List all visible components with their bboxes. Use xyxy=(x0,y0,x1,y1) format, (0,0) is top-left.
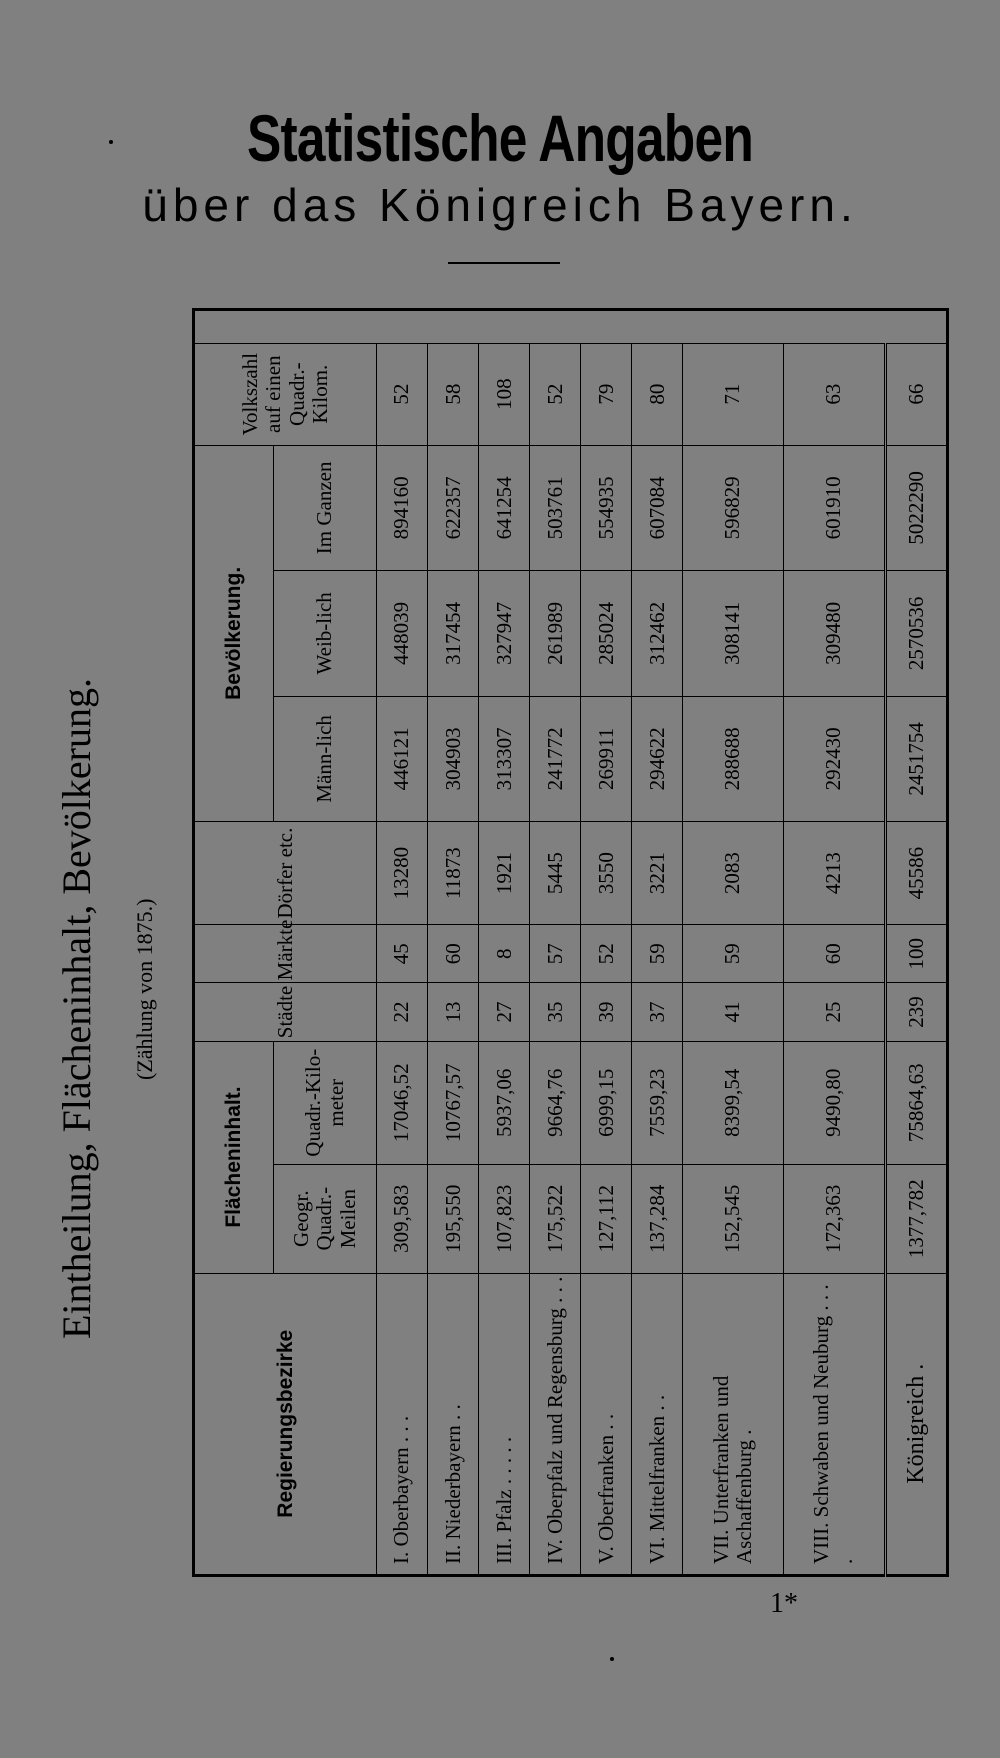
cell-miles: 172,363 xyxy=(783,1164,885,1273)
cell-km: 8399,54 xyxy=(683,1041,783,1164)
header-density: Volkszahl auf einen Quadr.-Kilom. xyxy=(194,343,377,445)
cell-km: 17046,52 xyxy=(377,1041,428,1164)
row-number: VII. xyxy=(708,1529,733,1564)
table-total-row xyxy=(885,310,947,1576)
total-name: Königreich . xyxy=(885,1273,947,1575)
cell-villages: 4213 xyxy=(783,822,885,925)
cell-villages: 1921 xyxy=(479,822,530,925)
header-markets: Märkte xyxy=(194,925,377,983)
cell-villages: 3221 xyxy=(632,822,683,925)
cell-density: 79 xyxy=(581,343,632,445)
cell-cities: 13 xyxy=(428,983,479,1041)
speck xyxy=(610,1657,614,1661)
cell-villages: 2083 xyxy=(683,822,783,925)
cell-km: 9490,80 xyxy=(783,1041,885,1164)
table-row xyxy=(530,310,581,1576)
cell-total: 622357 xyxy=(428,445,479,570)
spacer xyxy=(194,310,377,344)
header-pop-group: Bevölkerung. xyxy=(194,445,274,821)
cell-male: 446121 xyxy=(377,696,428,821)
cell-male: 294622 xyxy=(632,696,683,821)
cell-km: 5937,06 xyxy=(479,1041,530,1164)
header-male: Männ-lich xyxy=(274,696,377,821)
row-name: Mittelfranken . . xyxy=(644,1394,669,1532)
row-number: II. xyxy=(440,1544,465,1564)
header-cities: Städte xyxy=(194,983,377,1041)
cell-total: 601910 xyxy=(783,445,885,570)
cell-female: 285024 xyxy=(581,571,632,696)
cell-cities: 37 xyxy=(632,983,683,1041)
cell-density: 80 xyxy=(632,343,683,445)
cell-male: 288688 xyxy=(683,696,783,821)
cell-miles: 107,823 xyxy=(479,1164,530,1273)
cell-markets: 52 xyxy=(581,925,632,983)
table-row xyxy=(683,310,783,1576)
row-name: Oberfranken . . xyxy=(593,1413,618,1542)
cell-markets: 59 xyxy=(683,925,783,983)
table-row xyxy=(479,310,530,1576)
cell-miles: 127,112 xyxy=(581,1164,632,1273)
row-number: VIII. xyxy=(809,1522,834,1564)
cell-total: 607084 xyxy=(632,445,683,570)
cell-male: 304903 xyxy=(428,696,479,821)
table-row xyxy=(428,310,479,1576)
row-name: Oberpfalz und Regensburg . . . xyxy=(542,1276,567,1535)
page-subtitle: über das Königreich Bayern. xyxy=(142,179,858,231)
row-number: VI. xyxy=(644,1536,669,1564)
table-row xyxy=(581,310,632,1576)
cell-cities: 22 xyxy=(377,983,428,1041)
speck xyxy=(109,140,113,144)
table-row xyxy=(632,310,683,1576)
cell-density: 71 xyxy=(683,343,783,445)
cell-female: 309480 xyxy=(783,571,885,696)
page-title: Statistische Angaben xyxy=(246,101,753,175)
cell-markets: 57 xyxy=(530,925,581,983)
cell-km: 10767,57 xyxy=(428,1041,479,1164)
cell-markets: 8 xyxy=(479,925,530,983)
row-name: Schwaben und Neuburg . . . . xyxy=(809,1284,857,1564)
cell-male: 313307 xyxy=(479,696,530,821)
cell-miles: 309,583 xyxy=(377,1164,428,1273)
cell-total: 503761 xyxy=(530,445,581,570)
header-villages: Dörfer etc. xyxy=(194,822,377,925)
cell-km: 7559,23 xyxy=(632,1041,683,1164)
cell-density: 63 xyxy=(783,343,885,445)
cell-markets: 59 xyxy=(632,925,683,983)
cell-villages: 3550 xyxy=(581,822,632,925)
cell-female: 448039 xyxy=(377,571,428,696)
cell-miles: 175,522 xyxy=(530,1164,581,1273)
section-title: Eintheilung, Flächeninhalt, Bevölkerung. xyxy=(54,678,99,1339)
cell-total: 596829 xyxy=(683,445,783,570)
cell-villages: 5445 xyxy=(530,822,581,925)
header-area-miles: Geogr. Quadr.-Meilen xyxy=(274,1164,377,1273)
total-female: 2570536 xyxy=(885,571,947,696)
row-number: IV. xyxy=(542,1539,567,1564)
total-total: 5022290 xyxy=(885,445,947,570)
cell-female: 261989 xyxy=(530,571,581,696)
cell-villages: 13280 xyxy=(377,822,428,925)
page-number: 1* xyxy=(770,1588,798,1619)
cell-villages: 11873 xyxy=(428,822,479,925)
row-number: III. xyxy=(491,1537,516,1564)
cell-density: 58 xyxy=(428,343,479,445)
total-miles: 1377,782 xyxy=(885,1164,947,1273)
cell-miles: 195,550 xyxy=(428,1164,479,1273)
row-number: V. xyxy=(593,1546,618,1564)
row-name: Pfalz . . . . . xyxy=(491,1436,516,1533)
table-row xyxy=(377,310,428,1576)
cell-density: 52 xyxy=(530,343,581,445)
cell-miles: 137,284 xyxy=(632,1164,683,1273)
cell-total: 554935 xyxy=(581,445,632,570)
total-villages: 45586 xyxy=(885,822,947,925)
cell-miles: 152,545 xyxy=(683,1164,783,1273)
total-km: 75864,63 xyxy=(885,1041,947,1164)
row-name: Unterfranken und Aschaffenburg . xyxy=(708,1375,756,1564)
row-name: Oberbayern . . . xyxy=(389,1415,414,1547)
divider xyxy=(448,262,560,264)
header-area-group: Flächeninhalt. xyxy=(194,1041,274,1273)
cell-female: 308141 xyxy=(683,571,783,696)
cell-density: 108 xyxy=(479,343,530,445)
cell-markets: 60 xyxy=(783,925,885,983)
cell-km: 6999,15 xyxy=(581,1041,632,1164)
total-male: 2451754 xyxy=(885,696,947,821)
cell-female: 317454 xyxy=(428,571,479,696)
total-cities: 239 xyxy=(885,983,947,1041)
cell-km: 9664,76 xyxy=(530,1041,581,1164)
cell-total: 641254 xyxy=(479,445,530,570)
cell-cities: 27 xyxy=(479,983,530,1041)
cell-markets: 60 xyxy=(428,925,479,983)
total-markets: 100 xyxy=(885,925,947,983)
cell-female: 327947 xyxy=(479,571,530,696)
cell-male: 241772 xyxy=(530,696,581,821)
cell-cities: 39 xyxy=(581,983,632,1041)
total-density: 66 xyxy=(885,343,947,445)
table-row xyxy=(783,310,885,1576)
cell-markets: 45 xyxy=(377,925,428,983)
cell-female: 312462 xyxy=(632,571,683,696)
cell-cities: 25 xyxy=(783,983,885,1041)
row-number: I. xyxy=(389,1551,414,1564)
cell-male: 292430 xyxy=(783,696,885,821)
cell-total: 894160 xyxy=(377,445,428,570)
header-area-km: Quadr.-Kilo-meter xyxy=(274,1041,377,1164)
statistics-table xyxy=(192,308,949,1577)
row-name: Niederbayern . . xyxy=(440,1404,465,1540)
cell-cities: 35 xyxy=(530,983,581,1041)
cell-cities: 41 xyxy=(683,983,783,1041)
header-female: Weib-lich xyxy=(274,571,377,696)
cell-male: 269911 xyxy=(581,696,632,821)
header-total: Im Ganzen xyxy=(274,445,377,570)
header-district: Regierungsbezirke xyxy=(194,1273,377,1575)
cell-density: 52 xyxy=(377,343,428,445)
section-subtitle: (Zählung von 1875.) xyxy=(132,898,157,1080)
